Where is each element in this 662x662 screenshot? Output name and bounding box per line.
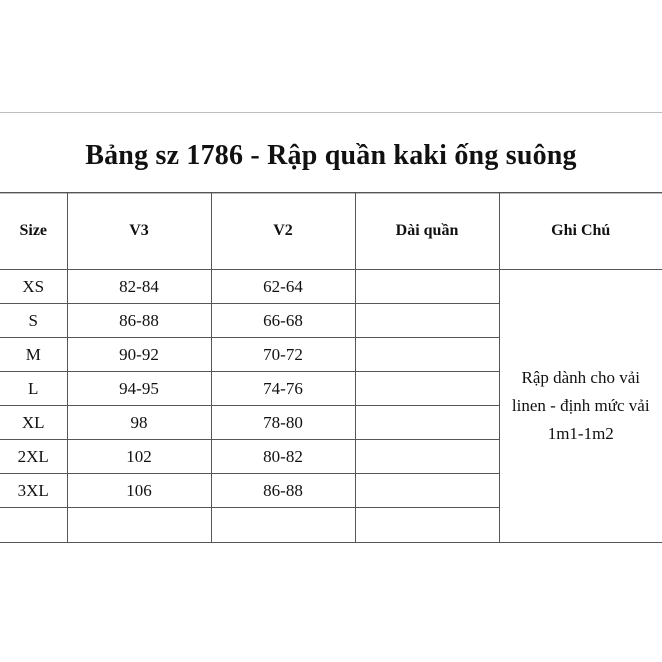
v2-cell: 86-88 — [211, 474, 355, 508]
size-table — [0, 192, 662, 543]
v2-cell: 66-68 — [211, 304, 355, 338]
length-cell — [355, 338, 499, 372]
size-cell: 3XL — [0, 474, 67, 508]
v2-cell: 70-72 — [211, 338, 355, 372]
v2-cell: 74-76 — [211, 372, 355, 406]
v2-cell: 62-64 — [211, 270, 355, 304]
header-row — [0, 193, 662, 270]
size-cell: S — [0, 304, 67, 338]
size-cell: L — [0, 372, 67, 406]
v3-cell: 106 — [67, 474, 211, 508]
v2-cell: 80-82 — [211, 440, 355, 474]
length-cell — [355, 474, 499, 508]
v3-cell: 94-95 — [67, 372, 211, 406]
v2-cell — [211, 508, 355, 543]
notes-cell — [499, 270, 662, 543]
length-cell — [355, 304, 499, 338]
size-chart-title: Bảng sz 1786 - Rập quần kaki ống suông — [85, 140, 577, 171]
note-line: 1m1-1m2 — [547, 424, 614, 443]
title-box — [0, 112, 662, 194]
header-notes: Ghi Chú — [499, 193, 662, 270]
note-line: linen - định mức vải — [511, 396, 650, 415]
size-cell: XL — [0, 406, 67, 440]
size-cell: XS — [0, 270, 67, 304]
v3-cell: 82-84 — [67, 270, 211, 304]
v3-cell — [67, 508, 211, 543]
size-cell — [0, 508, 67, 543]
v3-cell: 98 — [67, 406, 211, 440]
size-cell: 2XL — [0, 440, 67, 474]
length-cell — [355, 372, 499, 406]
header-v2: V2 — [211, 193, 355, 270]
length-cell — [355, 270, 499, 304]
v3-cell: 102 — [67, 440, 211, 474]
header-size: Size — [0, 193, 67, 270]
length-cell — [355, 508, 499, 543]
size-cell: M — [0, 338, 67, 372]
length-cell — [355, 406, 499, 440]
note-line: Rập dành cho vải — [521, 368, 640, 387]
header-length: Dài quần — [355, 193, 499, 270]
length-cell — [355, 440, 499, 474]
v3-cell: 90-92 — [67, 338, 211, 372]
table-row — [0, 270, 662, 304]
v2-cell: 78-80 — [211, 406, 355, 440]
size-chart-sheet — [0, 112, 662, 549]
v3-cell: 86-88 — [67, 304, 211, 338]
header-v3: V3 — [67, 193, 211, 270]
notes-text — [500, 364, 662, 448]
